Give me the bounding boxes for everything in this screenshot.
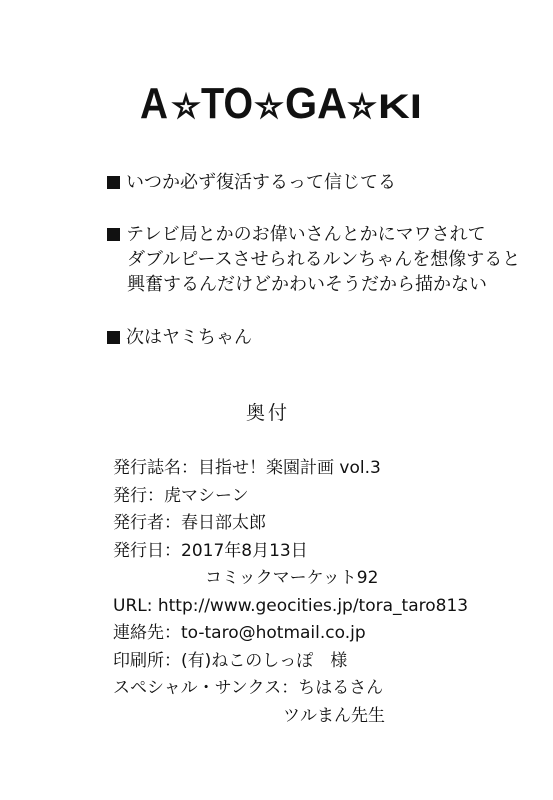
note-text: 次はヤミちゃん (126, 327, 252, 348)
star-outline-icon (352, 96, 373, 116)
square-bullet-icon (107, 331, 120, 344)
colophon-row-publication: 発行誌名：目指せ！楽園計画 vol.3 (113, 458, 381, 478)
colophon-row-contact: 連絡先：to-taro@hotmail.co.jp (113, 623, 366, 643)
colophon-row-date: 発行日：2017年8月13日 (113, 540, 308, 561)
colophon-row-printer: 印刷所：(有)ねこのしっぽ 様 (113, 650, 348, 671)
note-1 (107, 170, 396, 195)
title-part-a: A (140, 79, 168, 128)
note-line (107, 222, 520, 247)
colophon-row-publisher: 発行：虎マシーン (113, 485, 249, 506)
title-part-ga: GA (285, 79, 347, 128)
note-text: いつか必ず復活するって信じてる (126, 172, 396, 193)
star-outline-icon (259, 96, 280, 116)
note-line (107, 325, 252, 350)
star-outline-icon (176, 96, 197, 116)
title-svg (140, 72, 440, 132)
colophon-row-issuer: 発行者：春日部太郎 (113, 513, 266, 533)
note-2 (107, 222, 520, 297)
colophon-row-event: コミックマーケット92 (205, 568, 379, 588)
square-bullet-icon (107, 176, 120, 189)
note-line (107, 247, 520, 272)
note-3 (107, 325, 252, 350)
note-line (107, 170, 396, 195)
colophon-row-thanks-extra: ツルまん先生 (283, 705, 385, 726)
title-part-to: TO (201, 79, 253, 128)
title-part-ki: KI (378, 88, 422, 126)
note-line (107, 272, 520, 297)
note-text: テレビ局とかのお偉いさんとかにマワされて (126, 224, 486, 245)
colophon (113, 455, 468, 730)
note-text: ダブルピースさせられるルンちゃんを想像すると (127, 249, 521, 270)
note-text: 興奮するんだけどかわいそうだから描かない (127, 274, 487, 295)
colophon-row-url: URL: http://www.geocities.jp/tora_taro813 (113, 595, 469, 616)
afterword-title (140, 72, 440, 132)
square-bullet-icon (107, 228, 120, 241)
colophon-heading: 奥付 (246, 402, 291, 424)
colophon-row-thanks: スペシャル・サンクス：ちはるさん (113, 678, 384, 698)
